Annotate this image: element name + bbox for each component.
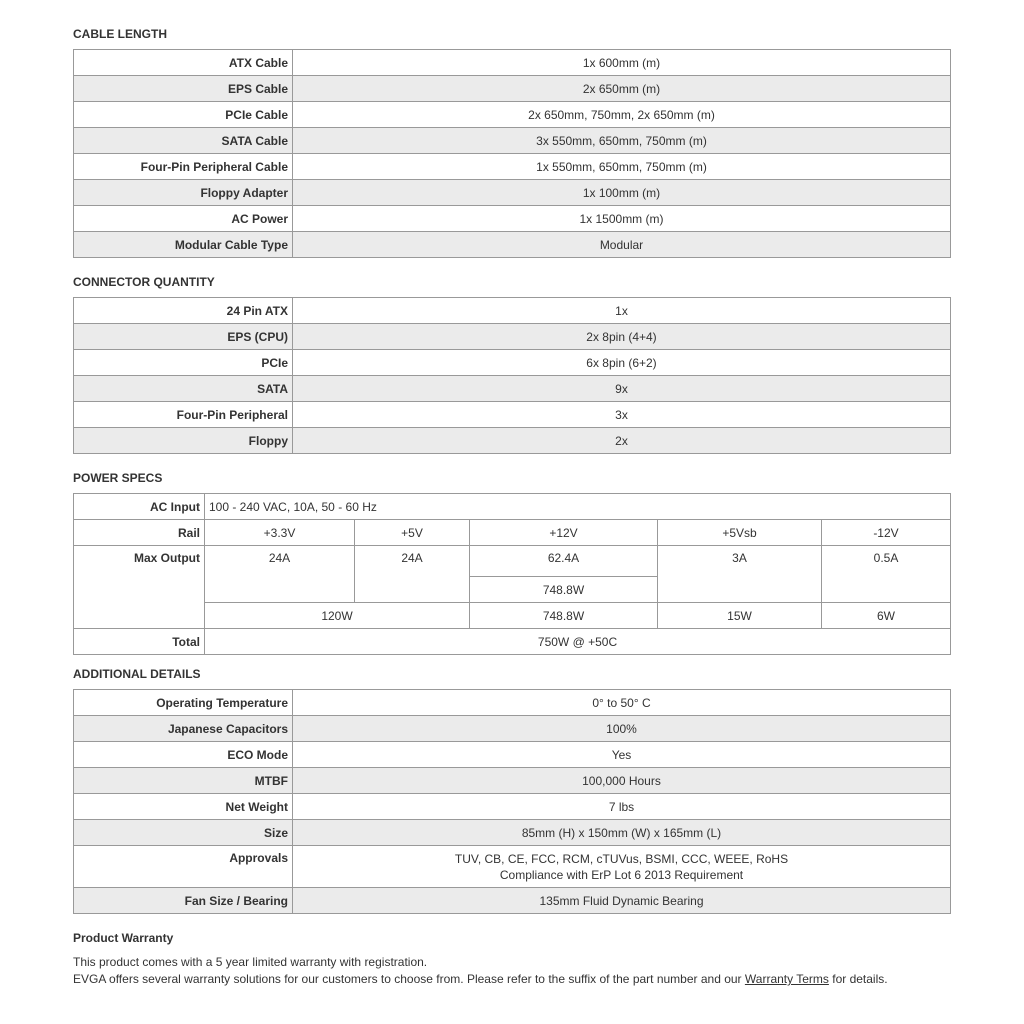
ac-input-value: 100 - 240 VAC, 10A, 50 - 60 Hz <box>205 494 951 520</box>
spec-value: 100,000 Hours <box>293 768 951 794</box>
ac-input-label: AC Input <box>74 494 205 520</box>
spec-value: 85mm (H) x 150mm (W) x 165mm (L) <box>293 820 951 846</box>
spec-label: Size <box>74 820 293 846</box>
spec-value: 2x 650mm, 750mm, 2x 650mm (m) <box>293 102 951 128</box>
spec-value: 6x 8pin (6+2) <box>293 350 951 376</box>
warranty-line1: This product comes with a 5 year limited warranty with registration. <box>73 955 428 969</box>
spec-label: Modular Cable Type <box>74 232 293 258</box>
table-row <box>74 794 951 820</box>
max-output-label: Max Output <box>74 546 205 629</box>
rail-5v: +5V <box>355 520 470 546</box>
table-row <box>74 324 951 350</box>
table-row <box>74 232 951 258</box>
spec-value: 1x 1500mm (m) <box>293 206 951 232</box>
spec-label: SATA <box>74 376 293 402</box>
rail-5vsb: +5Vsb <box>658 520 822 546</box>
max-output-12v-watts: 748.8W <box>470 577 658 603</box>
warranty-text <box>73 954 973 988</box>
table-row <box>74 546 951 577</box>
table-row <box>74 768 951 794</box>
warranty-terms-link[interactable]: Warranty Terms <box>744 972 829 986</box>
max-output-n12v: 0.5A <box>822 546 951 603</box>
fan-value: 135mm Fluid Dynamic Bearing <box>293 888 951 914</box>
approvals-label: Approvals <box>74 846 293 888</box>
table-row <box>74 520 951 546</box>
combined-n12v: 6W <box>822 603 951 629</box>
spec-value: 1x 550mm, 650mm, 750mm (m) <box>293 154 951 180</box>
combined-5vsb: 15W <box>658 603 822 629</box>
spec-label: AC Power <box>74 206 293 232</box>
table-row <box>74 206 951 232</box>
max-output-12v: 62.4A <box>470 546 658 577</box>
connector-quantity-title: CONNECTOR QUANTITY <box>73 275 215 289</box>
spec-label: Japanese Capacitors <box>74 716 293 742</box>
spec-label: Net Weight <box>74 794 293 820</box>
cable-length-table <box>73 49 951 258</box>
warranty-line2-post: for details. <box>828 972 888 986</box>
rail-12v: +12V <box>470 520 658 546</box>
spec-label: EPS Cable <box>74 76 293 102</box>
table-row <box>74 180 951 206</box>
rail-3v3: +3.3V <box>205 520 355 546</box>
additional-details-title: ADDITIONAL DETAILS <box>73 667 201 681</box>
rail-label: Rail <box>74 520 205 546</box>
power-specs-title: POWER SPECS <box>73 471 163 485</box>
spec-label: 24 Pin ATX <box>74 298 293 324</box>
spec-value: 3x 550mm, 650mm, 750mm (m) <box>293 128 951 154</box>
total-value: 750W @ +50C <box>205 629 951 655</box>
spec-label: PCIe Cable <box>74 102 293 128</box>
spec-value: 3x <box>293 402 951 428</box>
table-row <box>74 102 951 128</box>
cable-length-title: CABLE LENGTH <box>73 27 167 41</box>
spec-label: MTBF <box>74 768 293 794</box>
table-row <box>74 629 951 655</box>
table-row <box>74 128 951 154</box>
spec-label: ATX Cable <box>74 50 293 76</box>
spec-label: EPS (CPU) <box>74 324 293 350</box>
table-row <box>74 402 951 428</box>
table-row <box>74 603 951 629</box>
spec-value: 2x 650mm (m) <box>293 76 951 102</box>
fan-label: Fan Size / Bearing <box>74 888 293 914</box>
spec-label: Floppy Adapter <box>74 180 293 206</box>
table-row <box>74 76 951 102</box>
rail-n12v: -12V <box>822 520 951 546</box>
table-row <box>74 428 951 454</box>
spec-label: SATA Cable <box>74 128 293 154</box>
spec-value: 2x 8pin (4+4) <box>293 324 951 350</box>
table-row <box>74 716 951 742</box>
warranty-title: Product Warranty <box>73 931 174 945</box>
approvals-value <box>293 846 951 888</box>
table-row <box>74 888 951 914</box>
spec-value: 0° to 50° C <box>293 690 951 716</box>
spec-label: PCIe <box>74 350 293 376</box>
spec-value: 2x <box>293 428 951 454</box>
warranty-line2 <box>73 971 973 988</box>
table-row <box>74 494 951 520</box>
table-row <box>74 846 951 888</box>
table-row <box>74 350 951 376</box>
spec-value: 100% <box>293 716 951 742</box>
table-row <box>74 298 951 324</box>
max-output-3v3: 24A <box>205 546 355 603</box>
max-output-5vsb: 3A <box>658 546 822 603</box>
spec-value: 1x 100mm (m) <box>293 180 951 206</box>
table-row <box>74 820 951 846</box>
total-label: Total <box>74 629 205 655</box>
additional-details-table <box>73 689 951 914</box>
spec-value: 7 lbs <box>293 794 951 820</box>
spec-value: 9x <box>293 376 951 402</box>
spec-label: Four-Pin Peripheral Cable <box>74 154 293 180</box>
spec-value: Yes <box>293 742 951 768</box>
approvals-line1: TUV, CB, CE, FCC, RCM, cTUVus, BSMI, CCC, WEEE, RoHS <box>454 852 789 866</box>
table-row <box>74 50 951 76</box>
spec-value: 1x <box>293 298 951 324</box>
spec-label: Four-Pin Peripheral <box>74 402 293 428</box>
warranty-line2-pre: EVGA offers several warranty solutions for our customers to choose from. Please refer to the suffix of the part number and our <box>73 972 745 986</box>
approvals-line2: Compliance with ErP Lot 6 2013 Requirement <box>499 868 744 882</box>
connector-quantity-table <box>73 297 951 454</box>
max-output-5v: 24A <box>355 546 470 603</box>
spec-value: 1x 600mm (m) <box>293 50 951 76</box>
table-row <box>74 742 951 768</box>
spec-label: ECO Mode <box>74 742 293 768</box>
spec-value: Modular <box>293 232 951 258</box>
table-row <box>74 690 951 716</box>
combined-12v: 748.8W <box>470 603 658 629</box>
table-row <box>74 376 951 402</box>
power-specs-table <box>73 493 951 655</box>
spec-label: Operating Temperature <box>74 690 293 716</box>
table-row <box>74 154 951 180</box>
spec-label: Floppy <box>74 428 293 454</box>
combined-3v3-5v: 120W <box>205 603 470 629</box>
